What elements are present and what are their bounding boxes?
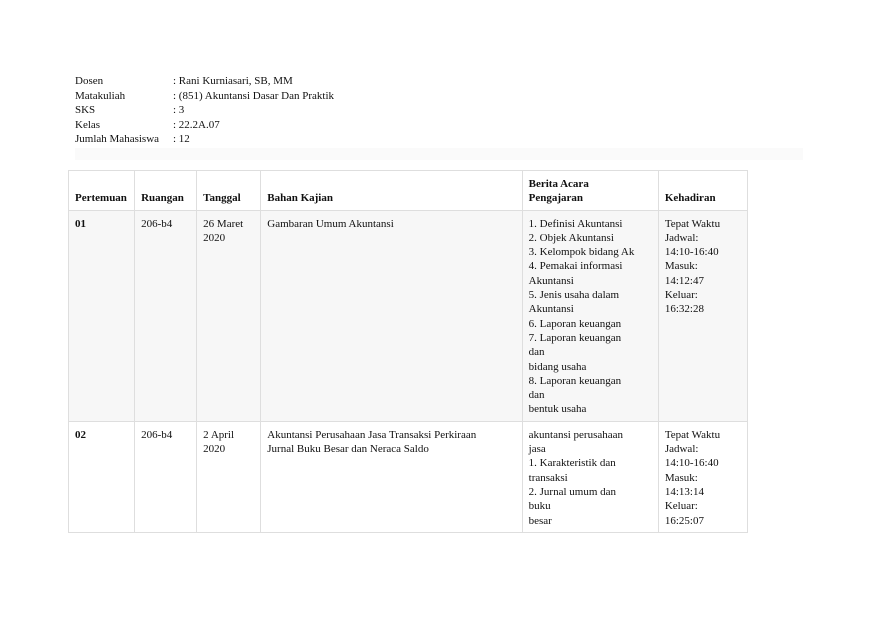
cell-tanggal: 26 Maret 2020 [197, 210, 261, 421]
attendance-table [68, 170, 748, 533]
course-info [75, 74, 334, 147]
header-berita-acara: Berita Acara Pengajaran [522, 171, 658, 211]
info-row-kelas [75, 118, 334, 133]
divider-band [75, 148, 803, 160]
cell-pertemuan: 01 [69, 210, 135, 421]
info-label: SKS [75, 104, 96, 116]
table-row [69, 421, 748, 532]
info-row-matakuliah [75, 89, 334, 104]
info-label: Jumlah Mahasiswa [75, 133, 160, 145]
info-row-dosen [75, 74, 334, 89]
cell-kehadiran: Tepat Waktu Jadwal: 14:10-16:40 Masuk: 14:13:14 Keluar: 16:25:07 [658, 421, 747, 532]
info-value: : 12 [173, 133, 190, 145]
info-row-sks [75, 103, 334, 118]
header-kehadiran: Kehadiran [658, 171, 747, 211]
info-value: : 3 [173, 104, 185, 116]
header-bahan-kajian: Bahan Kajian [261, 171, 522, 211]
cell-berita-acara: 1. Definisi Akuntansi 2. Objek Akuntansi 3. Kelompok bidang Ak 4. Pemakai informasi Akuntansi 5. Jenis usaha dalam Akuntansi 6. Laporan keuangan 7. Laporan keuangan dan bidang usaha 8. Laporan keuangan dan bentuk usaha [522, 210, 658, 421]
header-pertemuan: Pertemuan [69, 171, 135, 211]
table-header-row [69, 171, 748, 211]
cell-bahan-kajian: Akuntansi Perusahaan Jasa Transaksi Perkiraan Jurnal Buku Besar dan Neraca Saldo [261, 421, 522, 532]
header-tanggal: Tanggal [197, 171, 261, 211]
info-value: : (851) Akuntansi Dasar Dan Praktik [173, 89, 334, 102]
cell-kehadiran: Tepat Waktu Jadwal: 14:10-16:40 Masuk: 14:12:47 Keluar: 16:32:28 [658, 210, 747, 421]
cell-bahan-kajian: Gambaran Umum Akuntansi [261, 210, 522, 421]
table-row [69, 210, 748, 421]
header-ruangan: Ruangan [135, 171, 197, 211]
info-label: Matakuliah [75, 89, 126, 102]
cell-ruangan: 206-b4 [135, 421, 197, 532]
cell-berita-acara: akuntansi perusahaan jasa 1. Karakteristik dan transaksi 2. Jurnal umum dan buku besar [522, 421, 658, 532]
cell-tanggal: 2 April 2020 [197, 421, 261, 532]
info-row-jumlah-mahasiswa [75, 132, 334, 147]
info-value: : 22.2A.07 [173, 118, 220, 131]
info-label: Kelas [75, 118, 101, 131]
info-value: : Rani Kurniasari, SB, MM [173, 75, 293, 87]
info-label: Dosen [75, 75, 104, 87]
cell-pertemuan: 02 [69, 421, 135, 532]
cell-ruangan: 206-b4 [135, 210, 197, 421]
